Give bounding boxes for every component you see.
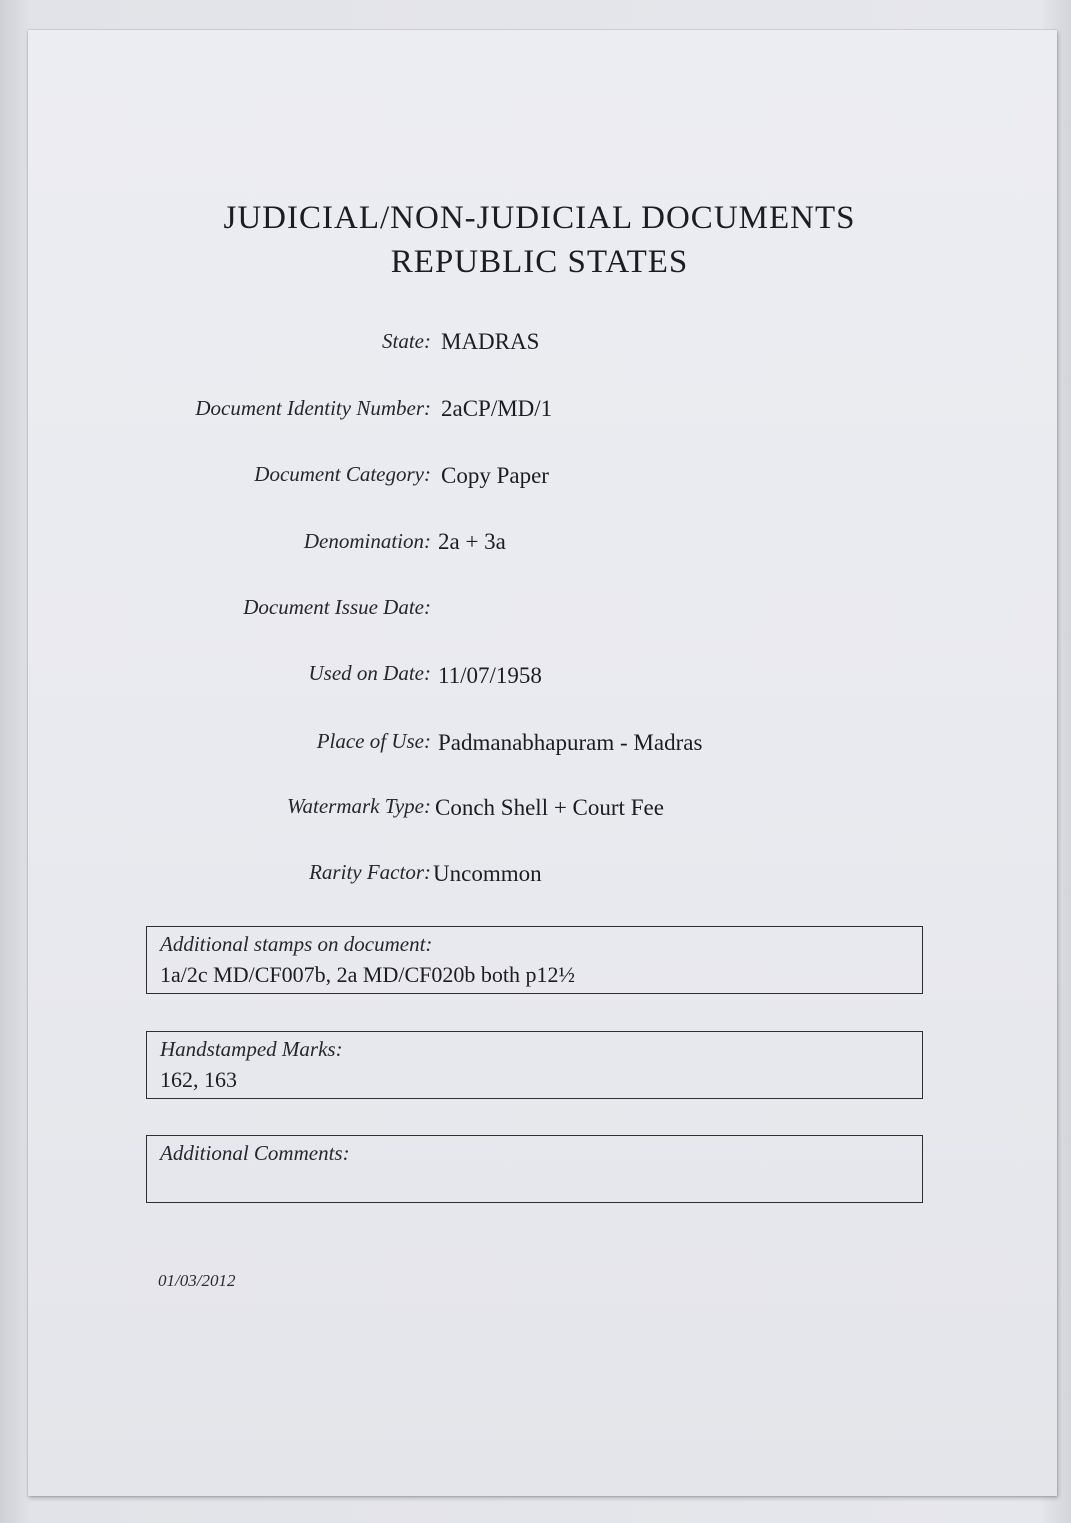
place-of-use-label: Place of Use: [316, 729, 431, 753]
document-identity-number-value: 2aCP/MD/1 [441, 396, 553, 421]
denomination-label: Denomination: [303, 529, 431, 553]
used-on-date-value: 11/07/1958 [438, 663, 542, 688]
state-value: MADRAS [441, 329, 540, 354]
state-label: State: [382, 329, 431, 353]
additional-stamps-box [146, 926, 923, 994]
footer-date: 01/03/2012 [158, 1271, 236, 1290]
document-category-value: Copy Paper [441, 463, 549, 488]
handstamped-marks-label: Handstamped Marks: [160, 1037, 343, 1061]
document-identity-number-label: Document Identity Number: [195, 396, 431, 420]
additional-stamps-value: 1a/2c MD/CF007b, 2a MD/CF020b both p12½ [160, 962, 575, 987]
handstamped-marks-box [146, 1031, 923, 1099]
rarity-factor-label: Rarity Factor: [309, 860, 431, 884]
document-title: JUDICIAL/NON-JUDICIAL DOCUMENTS [223, 200, 856, 236]
document-subtitle: REPUBLIC STATES [390, 244, 689, 280]
used-on-date-label: Used on Date: [308, 661, 431, 685]
additional-stamps-label: Additional stamps on document: [160, 932, 433, 956]
additional-comments-label: Additional Comments: [160, 1141, 350, 1165]
rarity-factor-value: Uncommon [433, 861, 542, 886]
document-category-label: Document Category: [254, 462, 431, 486]
document-issue-date-label: Document Issue Date: [243, 595, 431, 619]
place-of-use-value: Padmanabhapuram - Madras [438, 730, 703, 755]
watermark-type-value: Conch Shell + Court Fee [435, 795, 664, 820]
handstamped-marks-value: 162, 163 [160, 1067, 237, 1092]
watermark-type-label: Watermark Type: [286, 794, 431, 818]
denomination-value: 2a + 3a [438, 529, 506, 554]
additional-comments-box [146, 1135, 923, 1203]
